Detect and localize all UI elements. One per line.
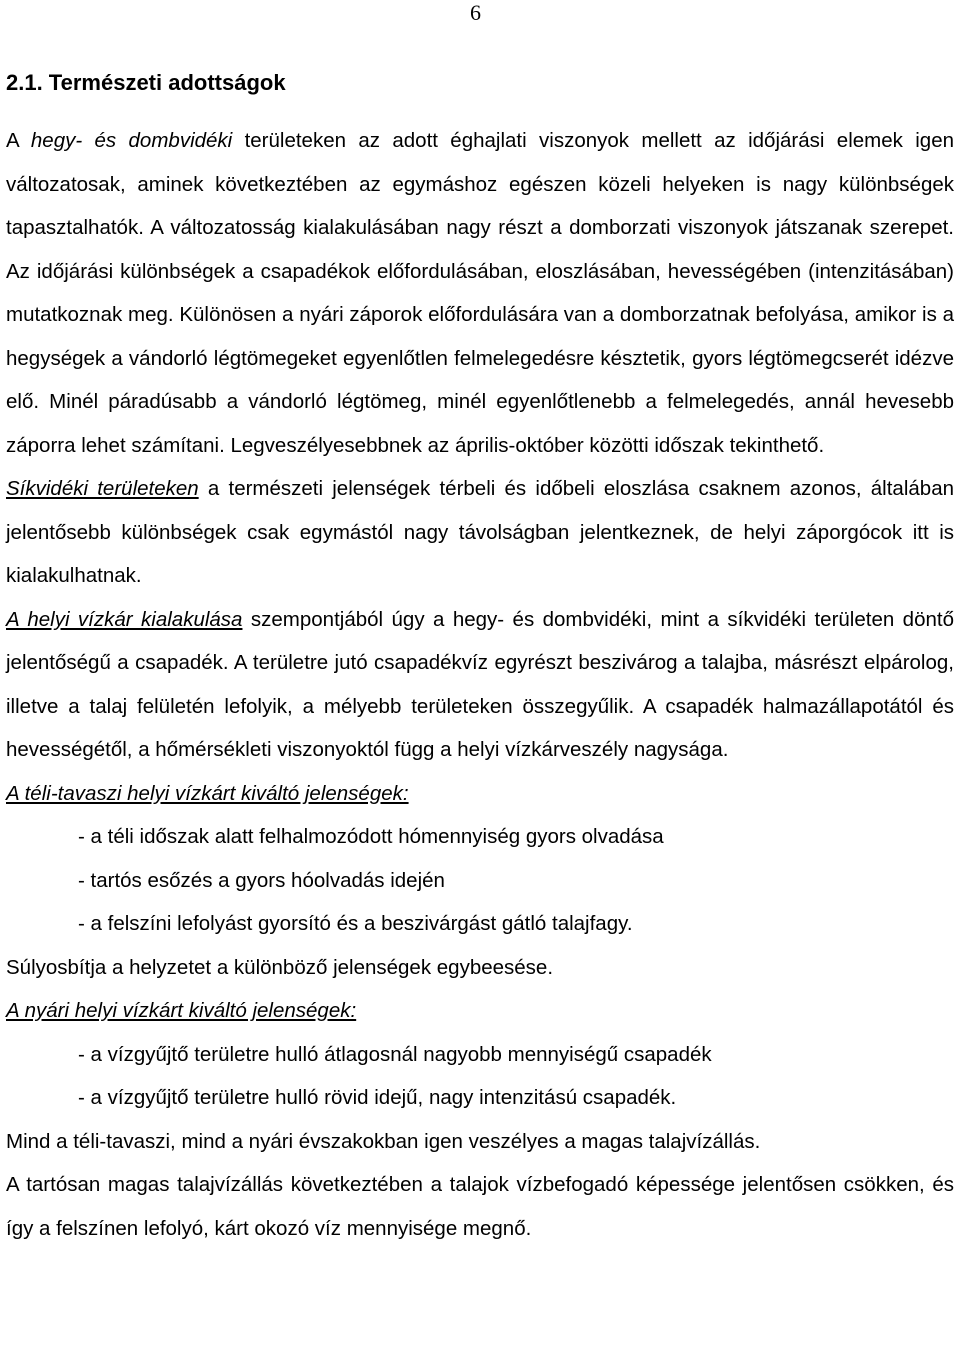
paragraph-text: területeken az adott éghajlati viszonyok mellett az időjárási elemek igen változatosak, aminek következtében az egymáshoz egészen közeli helyeken is nagy különbségek tapasztalhatók. A változatosság kialakulásában nagy részt a domborzati viszonyok játszanak szerepet. Az időjárási különbségek a csapadékok előfordulásában, eloszlásában, hevességében (intenzitásában) mutatkoznak meg. Különösen a nyári záporok előfordulására van a domborzatnak befolyása, amikor is a hegységek a vándorló légtömegeket egyenlőtlen felmelegedésre késztetik, gyors légtömegcserét idézve elő. Minél páradúsabb a vándorló légtömeg, minél egyenlőtlenebb a felmelegedés, annál hevesebb záporra lehet számítani. Legveszélyesebbnek az április-október közötti időszak tekinthető.: [6, 129, 954, 457]
paragraph-final-1: Mind a téli-tavaszi, mind a nyári évszakokban igen veszélyes a magas talajvízállás.: [6, 1129, 761, 1153]
paragraph-final-2: A tartósan magas talajvízállás következtében a talajok vízbefogadó képessége jelentősen csökken, és így a felszínen lefolyó, kárt okozó víz mennyisége megnő.: [6, 1173, 954, 1240]
list-item: - a felszíni lefolyást gyorsító és a beszivárgást gátló talajfagy.: [78, 912, 633, 935]
paragraph-lead: A: [6, 129, 31, 152]
summer-heading: A nyári helyi vízkárt kiváltó jelenségek:: [6, 999, 357, 1022]
page-number: 6: [470, 0, 481, 25]
section-title: 2.1. Természeti adottságok: [6, 70, 286, 95]
paragraph-text: a természeti jelenségek térbeli és időbeli eloszlása csaknem azonos, általában jelentősebb különbségek csak egymástól nagy távolságban jelentkeznek, de helyi záporgócok itt is kialakulhatnak.: [6, 477, 954, 587]
emphasis-plain-region: Síkvidéki területeken: [6, 477, 199, 500]
paragraph-local-damage: [6, 598, 954, 772]
list-item: - tartós esőzés a gyors hóolvadás idején: [78, 868, 445, 892]
paragraph-hill-region: [6, 119, 954, 467]
winter-note: Súlyosbítja a helyzetet a különböző jelenségek egybeesése.: [6, 955, 554, 979]
document-body: [6, 119, 954, 1250]
list-item: - a téli időszak alatt felhalmozódott hómennyiség gyors olvadása: [78, 825, 664, 848]
paragraph-text: szempontjából úgy a hegy- és dombvidéki, mint a síkvidéki területen döntő jelentőségű a csapadék. A területre jutó csapadékvíz egyrészt beszivárog a talajba, másrészt elpárolog, illetve a talaj felületén lefolyik, a mélyebb területeken összegyűlik. A csapadék halmazállapotától és hevességétől, a hőmérsékleti viszonyoktól függ a helyi vízkárveszély nagysága.: [6, 607, 954, 761]
list-item: - a vízgyűjtő területre hulló átlagosnál nagyobb mennyiségű csapadék: [78, 1042, 712, 1066]
winter-heading: A téli-tavaszi helyi vízkárt kiváltó jelenségek:: [6, 781, 409, 805]
emphasis-local-damage: A helyi vízkár kialakulása: [6, 607, 243, 631]
paragraph-plain-region: [6, 467, 954, 598]
emphasis-hill-region: hegy- és dombvidéki: [30, 129, 233, 152]
list-item: - a vízgyűjtő területre hulló rövid idejű, nagy intenzitású csapadék.: [78, 1086, 677, 1109]
